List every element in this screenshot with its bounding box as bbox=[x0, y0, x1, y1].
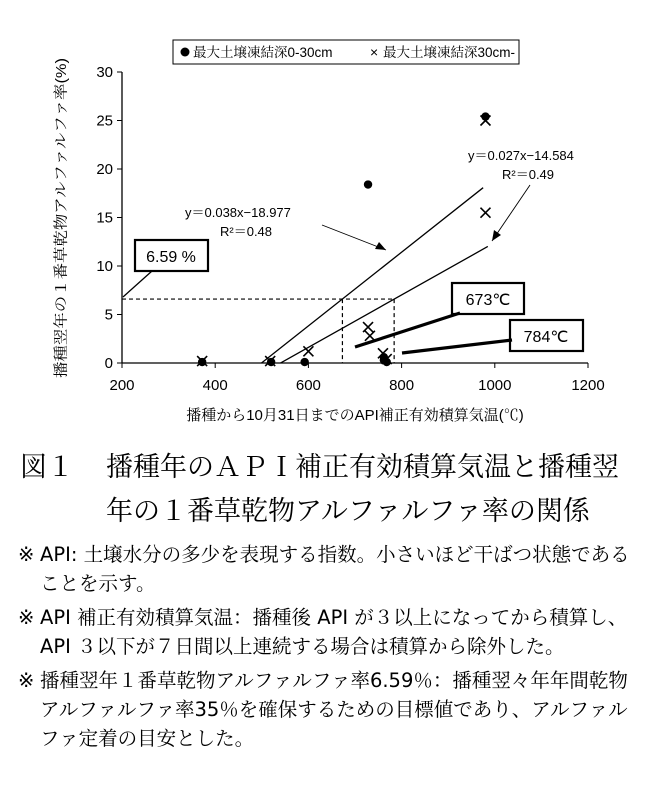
data-point-x bbox=[480, 208, 490, 218]
note-mark: ※ bbox=[18, 669, 35, 692]
note-target-rate bbox=[18, 666, 638, 753]
threshold-label: 6.59 % bbox=[146, 249, 196, 266]
regression-r2: R²＝0.49 bbox=[502, 167, 555, 182]
callout-leader bbox=[402, 340, 512, 353]
x-tick-label: 400 bbox=[202, 377, 228, 394]
note-text: 播種翌年１番草乾物アルファルファ率6.59％：播種翌々年年間乾物アルファルファ率35％を確保するための目標値であり、アルファルファ定着の目安とした。 bbox=[40, 669, 628, 750]
y-tick-label: 20 bbox=[96, 161, 113, 178]
threshold-x-label: 673℃ bbox=[465, 292, 511, 309]
data-point-x bbox=[363, 322, 373, 332]
regression-r2: R²＝0.48 bbox=[220, 224, 273, 239]
threshold-x-label: 784℃ bbox=[523, 329, 569, 346]
legend-dot-marker bbox=[181, 48, 190, 57]
y-tick-label: 5 bbox=[104, 306, 113, 324]
regression-lines bbox=[261, 188, 487, 363]
y-axis-label: 播種翌年の１番草乾物アルファルファ率(%) bbox=[54, 95, 70, 378]
annotation-arrow bbox=[492, 185, 530, 241]
x-tick-label: 1000 bbox=[478, 377, 512, 394]
x-tick-label: 200 bbox=[109, 377, 135, 394]
y-tick-label: 0 bbox=[104, 355, 113, 372]
data-point-dot bbox=[364, 180, 372, 188]
regression-line bbox=[261, 188, 483, 363]
regression-equation: y＝0.038x−18.977 bbox=[185, 205, 291, 220]
annotation-arrow bbox=[322, 225, 386, 250]
note-api-temperature bbox=[18, 603, 638, 661]
y-tick-label: 10 bbox=[96, 258, 113, 275]
legend bbox=[173, 40, 519, 64]
legend-entry: 最大土壌凍結深30cm- bbox=[383, 45, 516, 60]
note-mark: ※ bbox=[18, 543, 35, 566]
x-axis-label: 播種から10月31日までのAPI補正有効積算気温(℃) bbox=[186, 407, 524, 424]
y-tick-label: 15 bbox=[96, 209, 113, 227]
y-tick-label: 30 bbox=[96, 64, 113, 81]
note-text: API 補正有効積算気温：播種後 API が３以上になってから積算し、API ３以下が７日間以上連続する場合は積算から除外した。 bbox=[40, 606, 628, 658]
callout-leader bbox=[123, 271, 152, 297]
legend-entry: 最大土壌凍結深0-30cm bbox=[193, 45, 333, 60]
data-point-x bbox=[365, 331, 375, 341]
x-tick-label: 800 bbox=[389, 377, 415, 394]
legend-x-marker: × bbox=[370, 44, 379, 60]
y-tick-label: 25 bbox=[96, 112, 113, 130]
x-tick-label: 1200 bbox=[571, 377, 605, 394]
note-text: API: 土壌水分の多少を表現する指数。小さいほど干ばつ状態であることを示す。 bbox=[40, 543, 630, 595]
regression-equation: y＝0.027x−14.584 bbox=[468, 148, 574, 163]
caption-line-1: 播種年のＡＰＩ補正有効積算気温と播種翌 bbox=[106, 452, 619, 483]
caption-line-2: 年の１番草乾物アルファルファ率の関係 bbox=[106, 496, 590, 527]
note-api bbox=[18, 540, 638, 598]
arrow-head bbox=[492, 230, 501, 241]
data-point-dot bbox=[300, 358, 308, 366]
notes bbox=[18, 540, 638, 758]
x-tick-label: 600 bbox=[295, 377, 321, 394]
note-mark: ※ bbox=[18, 606, 35, 629]
reference-lines bbox=[122, 299, 394, 363]
figure-label: 図１ bbox=[20, 452, 74, 483]
